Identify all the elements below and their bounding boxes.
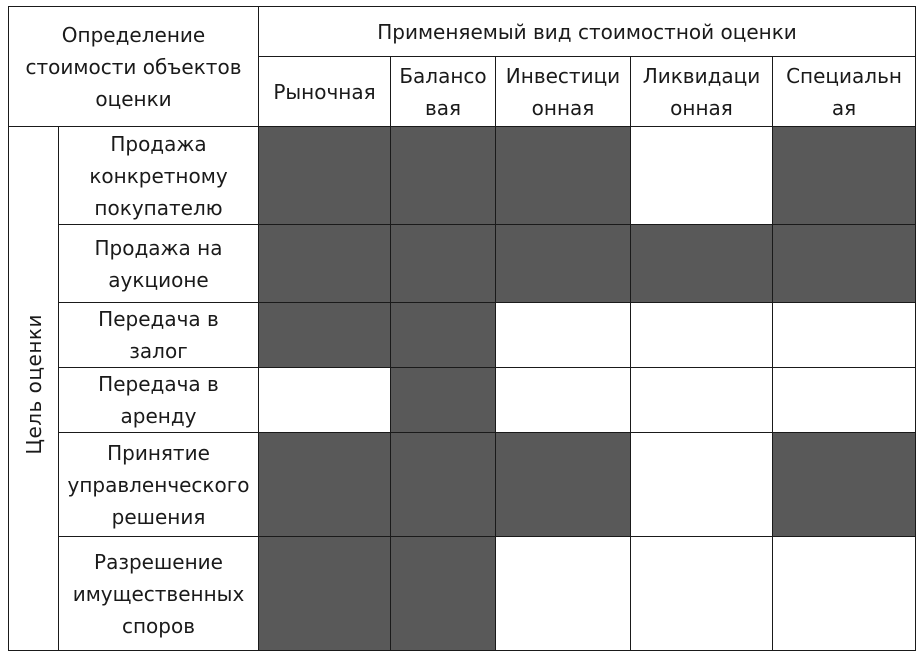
matrix-cell bbox=[496, 433, 631, 537]
matrix-cell bbox=[391, 368, 496, 433]
matrix-cell bbox=[631, 433, 773, 537]
matrix-cell bbox=[259, 127, 391, 225]
matrix-cell bbox=[496, 127, 631, 225]
matrix-cell bbox=[391, 225, 496, 303]
table-row bbox=[9, 225, 916, 303]
matrix-cell bbox=[631, 368, 773, 433]
matrix-cell bbox=[391, 433, 496, 537]
matrix-cell bbox=[391, 127, 496, 225]
row-label: Разрешение имущественных споров bbox=[59, 537, 259, 651]
row-label: Передача в залог bbox=[59, 303, 259, 368]
table-row bbox=[9, 303, 916, 368]
matrix-cell bbox=[496, 225, 631, 303]
side-label-cell bbox=[9, 127, 59, 651]
matrix-cell bbox=[496, 303, 631, 368]
column-header-investment: Инвестици онная bbox=[496, 57, 631, 127]
matrix-cell bbox=[773, 127, 916, 225]
table-row bbox=[9, 537, 916, 651]
column-header-special: Специальн ая bbox=[773, 57, 916, 127]
matrix-cell bbox=[773, 225, 916, 303]
applied-type-header: Применяемый вид стоимостной оценки bbox=[259, 7, 916, 57]
matrix-cell bbox=[259, 433, 391, 537]
matrix-cell bbox=[259, 225, 391, 303]
row-label: Продажа конкретному покупателю bbox=[59, 127, 259, 225]
row-label: Передача в аренду bbox=[59, 368, 259, 433]
table-row bbox=[9, 127, 916, 225]
matrix-cell bbox=[773, 303, 916, 368]
matrix-cell bbox=[773, 368, 916, 433]
column-header-balance: Балансо вая bbox=[391, 57, 496, 127]
matrix-cell bbox=[631, 303, 773, 368]
matrix-cell bbox=[773, 537, 916, 651]
table-row bbox=[9, 433, 916, 537]
matrix-cell bbox=[259, 537, 391, 651]
valuation-matrix-table bbox=[8, 6, 916, 651]
matrix-cell bbox=[773, 433, 916, 537]
side-label: Цель оценки bbox=[21, 313, 46, 455]
row-label: Принятие управленческого решения bbox=[59, 433, 259, 537]
column-header-liquidation: Ликвидаци онная bbox=[631, 57, 773, 127]
matrix-cell bbox=[391, 303, 496, 368]
matrix-cell bbox=[631, 225, 773, 303]
definition-header: Определение стоимости объектов оценки bbox=[9, 7, 259, 127]
matrix-cell bbox=[496, 537, 631, 651]
table-row bbox=[9, 368, 916, 433]
matrix-cell bbox=[631, 537, 773, 651]
row-label: Продажа на аукционе bbox=[59, 225, 259, 303]
matrix-cell bbox=[631, 127, 773, 225]
matrix-cell bbox=[496, 368, 631, 433]
matrix-cell bbox=[259, 368, 391, 433]
column-header-market: Рыночная bbox=[259, 57, 391, 127]
matrix-cell bbox=[391, 537, 496, 651]
matrix-cell bbox=[259, 303, 391, 368]
